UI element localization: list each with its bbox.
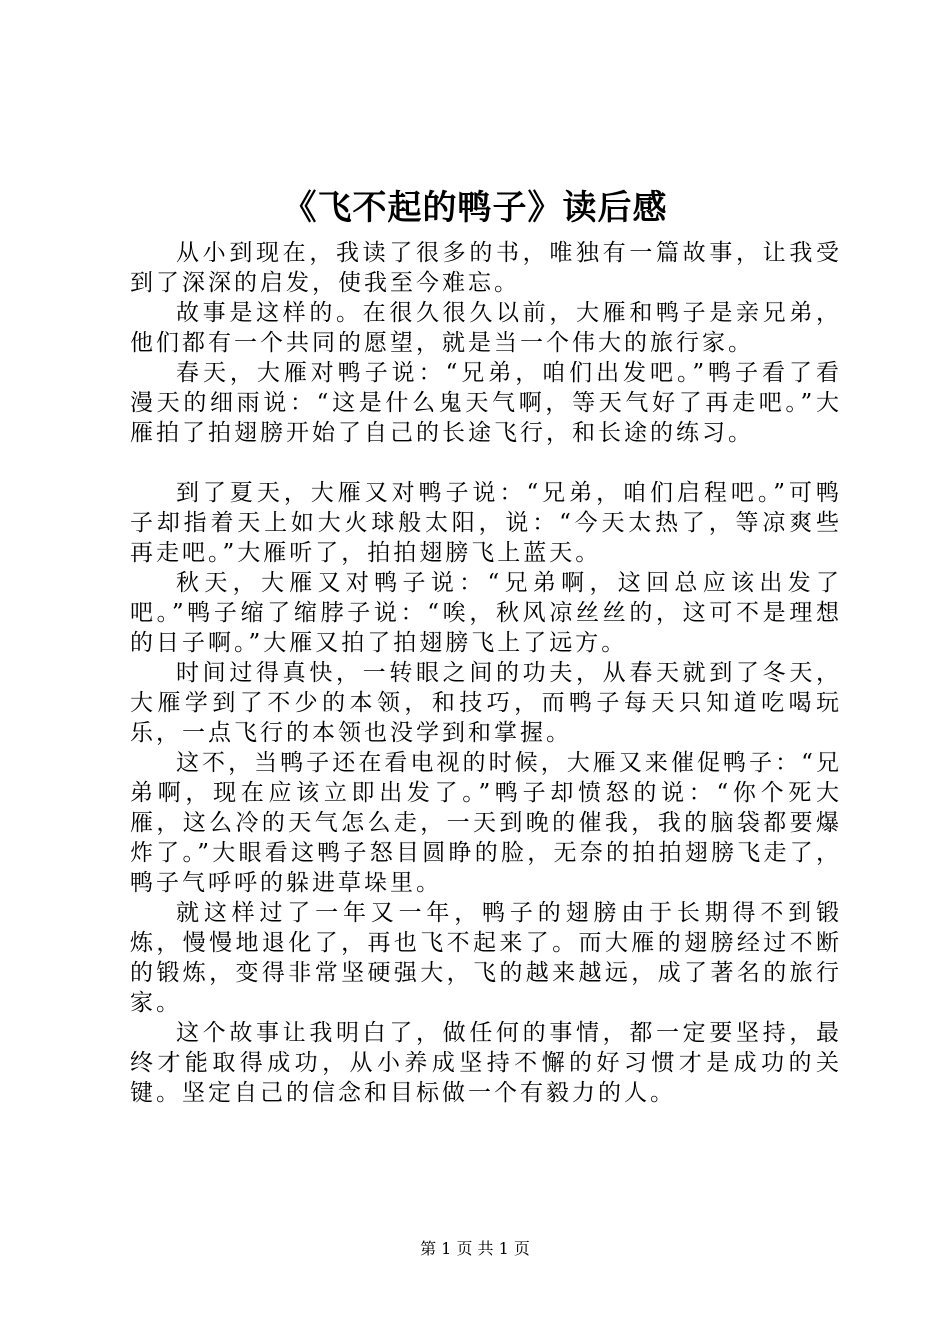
paragraph-9: 这个故事让我明白了，做任何的事情，都一定要坚持，最终才能取得成功，从小养成坚持不懈的好习惯才是成功的关键。坚定自己的信念和目标做一个有毅力的人。 [130,1020,842,1106]
paragraph-2: 故事是这样的。在很久很久以前，大雁和鸭子是亲兄弟，他们都有一个共同的愿望，就是当一个伟大的旅行家。 [130,300,842,356]
document-body [130,238,842,1108]
document-title: 《飞不起的鸭子》读后感 [282,188,668,228]
paragraph-1: 从小到现在，我读了很多的书，唯独有一篇故事，让我受到了深深的启发，使我至今难忘。 [130,240,842,296]
paragraph-5: 秋天，大雁又对鸭子说：“兄弟啊，这回总应该出发了吧。”鸭子缩了缩脖子说：“唉，秋风凉丝丝的，这可不是理想的日子啊。”大雁又拍了拍翅膀飞上了远方。 [130,570,842,656]
paragraph-3: 春天，大雁对鸭子说：“兄弟，咱们出发吧。”鸭子看了看漫天的细雨说：“这是什么鬼天气啊，等天气好了再走吧。”大雁拍了拍翅膀开始了自己的长途飞行，和长途的练习。 [130,360,842,446]
page-number-footer: 第 1 页 共 1 页 [420,1239,530,1258]
paragraph-6: 时间过得真快，一转眼之间的功夫，从春天就到了冬天，大雁学到了不少的本领，和技巧，而鸭子每天只知道吃喝玩乐，一点飞行的本领也没学到和掌握。 [130,660,842,746]
paragraph-4: 到了夏天，大雁又对鸭子说：“兄弟，咱们启程吧。”可鸭子却指着天上如大火球般太阳，说：“今天太热了，等凉爽些再走吧。”大雁听了，拍拍翅膀飞上蓝天。 [130,480,842,566]
paragraph-8: 就这样过了一年又一年，鸭子的翅膀由于长期得不到锻炼，慢慢地退化了，再也飞不起来了。而大雁的翅膀经过不断的锻炼，变得非常坚硬强大，飞的越来越远，成了著名的旅行家。 [130,900,842,1016]
paragraph-7: 这不，当鸭子还在看电视的时候，大雁又来催促鸭子：“兄弟啊，现在应该立即出发了。”鸭子却愤怒的说：“你个死大雁，这么冷的天气怎么走，一天到晚的催我，我的脑袋都要爆炸了。”大眼看这鸭子怒目圆睁的脸，无奈的拍拍翅膀飞走了，鸭子气呼呼的躲进草垛里。 [130,750,842,896]
